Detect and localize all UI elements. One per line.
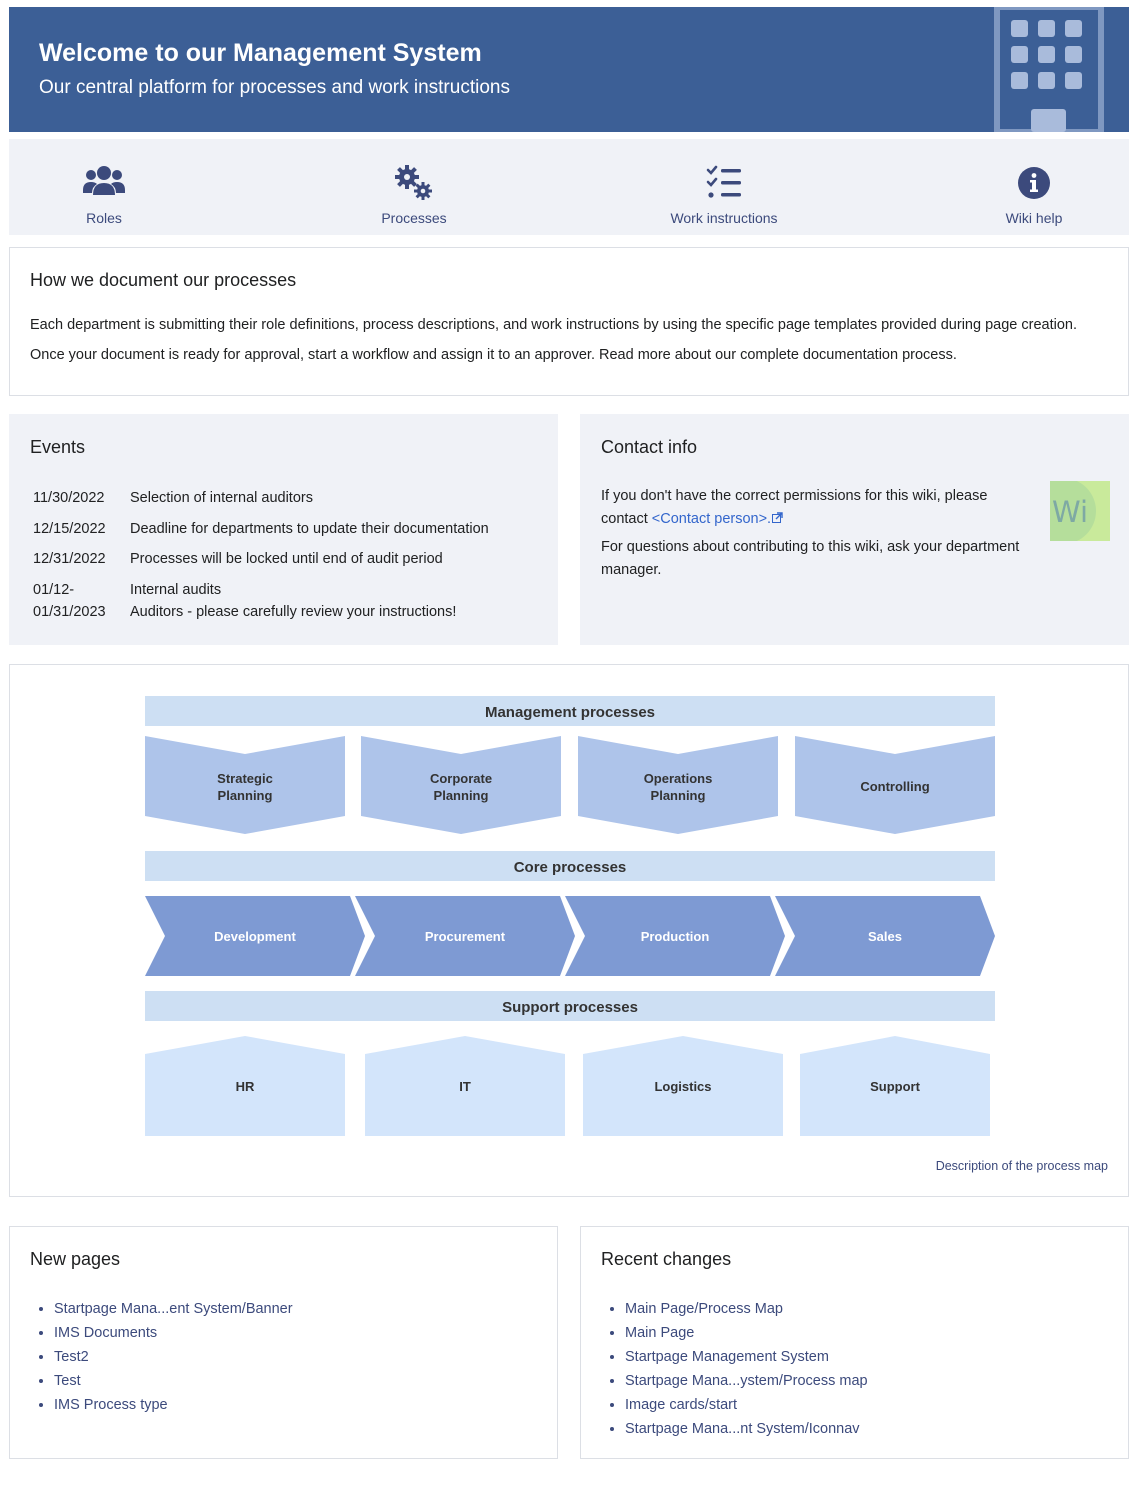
event-date-end: 01/31/2023 — [33, 604, 106, 620]
events-heading: Events — [30, 437, 86, 457]
info-icon — [1012, 163, 1056, 203]
contact-text-line-1: If you don't have the correct permissions for this wiki, please — [601, 488, 988, 504]
contact-text-line-3: For questions about contributing to this wiki, ask your department — [601, 539, 1020, 555]
process-label: Procurement — [424, 929, 506, 944]
page-link[interactable]: Test — [54, 1373, 81, 1389]
users-icon — [82, 163, 126, 203]
process-support[interactable] — [800, 1036, 990, 1136]
page-link[interactable]: Startpage Mana...nt System/Iconnav — [625, 1421, 860, 1437]
list-item — [625, 1417, 868, 1441]
event-date: 12/15/2022 — [33, 521, 106, 537]
event-date: 12/31/2022 — [33, 551, 106, 567]
page-link[interactable]: Main Page/Process Map — [625, 1301, 783, 1317]
banner-title: Welcome to our Management System — [39, 39, 482, 67]
list-item — [625, 1393, 868, 1417]
documentation-panel — [9, 247, 1129, 396]
event-text: Processes will be locked until end of audit period — [130, 551, 443, 567]
process-it[interactable] — [365, 1036, 565, 1136]
page-link[interactable]: Image cards/start — [625, 1397, 738, 1413]
event-text: Selection of internal auditors — [130, 490, 313, 506]
process-label: IT — [459, 1079, 471, 1094]
new-pages-heading: New pages — [30, 1249, 121, 1269]
event-text: Internal audits — [130, 582, 222, 598]
contact-text-line-4: manager. — [601, 562, 662, 578]
external-link-icon — [772, 512, 783, 523]
list-item — [54, 1369, 293, 1393]
wiki-logo — [1050, 481, 1110, 541]
contact-panel — [580, 414, 1129, 645]
process-label: Production — [640, 929, 710, 944]
contact-permissions-text — [601, 485, 987, 531]
process-label: Controlling — [860, 779, 930, 794]
gears-icon — [392, 163, 436, 203]
event-date: 11/30/2022 — [33, 490, 105, 506]
process-sales[interactable] — [775, 896, 995, 976]
process-map-panel — [9, 664, 1129, 1197]
process-label: Planning — [433, 788, 489, 803]
new-pages-panel — [9, 1226, 558, 1459]
process-logistics[interactable] — [583, 1036, 783, 1136]
list-item — [54, 1321, 293, 1345]
page-link[interactable]: IMS Documents — [54, 1325, 158, 1341]
documentation-heading: How we document our processes — [30, 270, 297, 290]
nav-label-processes: Processes — [381, 210, 447, 226]
process-label: Sales — [868, 929, 902, 944]
list-item — [625, 1297, 868, 1321]
event-text: Deadline for departments to update their documentation — [130, 521, 489, 537]
process-label: HR — [235, 1079, 255, 1094]
process-controlling[interactable] — [795, 736, 995, 834]
events-panel — [9, 414, 558, 645]
process-label: Corporate — [429, 771, 493, 786]
process-procurement[interactable] — [355, 896, 575, 976]
recent-changes-heading: Recent changes — [601, 1249, 732, 1269]
nav-label-roles: Roles — [86, 210, 122, 226]
process-label: Planning — [217, 788, 273, 803]
process-map — [10, 665, 1128, 1196]
support-header-label: Support processes — [502, 999, 638, 1016]
contact-contributing-text — [601, 536, 1019, 582]
contact-text-line-2: contact — [601, 511, 652, 527]
list-item — [625, 1321, 868, 1345]
process-hr[interactable] — [145, 1036, 345, 1136]
contact-person-link[interactable]: <Contact person>. — [651, 511, 772, 527]
nav-item-wiki-help[interactable] — [939, 139, 1129, 235]
list-item — [625, 1345, 868, 1369]
page-link[interactable]: Startpage Mana...ystem/Process map — [625, 1373, 868, 1389]
page-link[interactable]: Startpage Mana...ent System/Banner — [54, 1301, 293, 1317]
contact-heading: Contact info — [601, 437, 698, 457]
page-link[interactable]: Main Page — [625, 1325, 695, 1341]
icon-navigation — [9, 139, 1129, 235]
list-item — [54, 1297, 293, 1321]
nav-label-wiki-help: Wiki help — [1005, 210, 1063, 226]
process-label: Support — [870, 1079, 920, 1094]
process-corporate-planning[interactable] — [361, 736, 561, 834]
nav-item-roles[interactable] — [9, 139, 199, 235]
process-strategic-planning[interactable] — [145, 736, 345, 834]
process-label: Development — [214, 929, 296, 944]
management-header-label: Management processes — [484, 704, 656, 721]
nav-label-work-instructions: Work instructions — [670, 210, 778, 226]
process-label: Planning — [650, 788, 706, 803]
event-text-detail: Auditors - please carefully review your instructions! — [130, 604, 457, 620]
banner-subtitle: Our central platform for processes and work instructions — [39, 77, 510, 98]
core-header-label: Core processes — [513, 859, 627, 876]
checklist-icon — [702, 163, 746, 203]
process-development[interactable] — [145, 896, 365, 976]
nav-item-processes[interactable] — [319, 139, 509, 235]
list-item — [54, 1345, 293, 1369]
page-link[interactable]: IMS Process type — [54, 1397, 168, 1413]
process-production[interactable] — [565, 896, 785, 976]
documentation-text-1: Each department is submitting their role definitions, process descriptions, and work instructions by using the specific page templates provided during page creation. — [30, 317, 1077, 333]
building-icon — [994, 7, 1104, 132]
process-map-description-link[interactable]: Description of the process map — [935, 1159, 1108, 1173]
process-operations-planning[interactable] — [578, 736, 778, 834]
list-item — [54, 1393, 293, 1417]
page-link[interactable]: Startpage Management System — [625, 1349, 829, 1365]
process-label: Operations — [643, 771, 713, 786]
list-item — [625, 1369, 868, 1393]
nav-item-work-instructions[interactable] — [629, 139, 819, 235]
recent-changes-list — [625, 1297, 868, 1441]
page-link[interactable]: Test2 — [54, 1349, 89, 1365]
process-label: Strategic — [217, 771, 273, 786]
event-date: 01/12- — [33, 582, 75, 598]
process-label: Logistics — [654, 1079, 712, 1094]
new-pages-list — [54, 1297, 293, 1417]
documentation-text-2: Once your document is ready for approval, start a workflow and assign it to an approver. Read more about our complete documentation process. — [30, 347, 957, 363]
logo-text: Wi — [1052, 495, 1089, 529]
recent-changes-panel — [580, 1226, 1129, 1459]
banner — [9, 7, 1129, 132]
